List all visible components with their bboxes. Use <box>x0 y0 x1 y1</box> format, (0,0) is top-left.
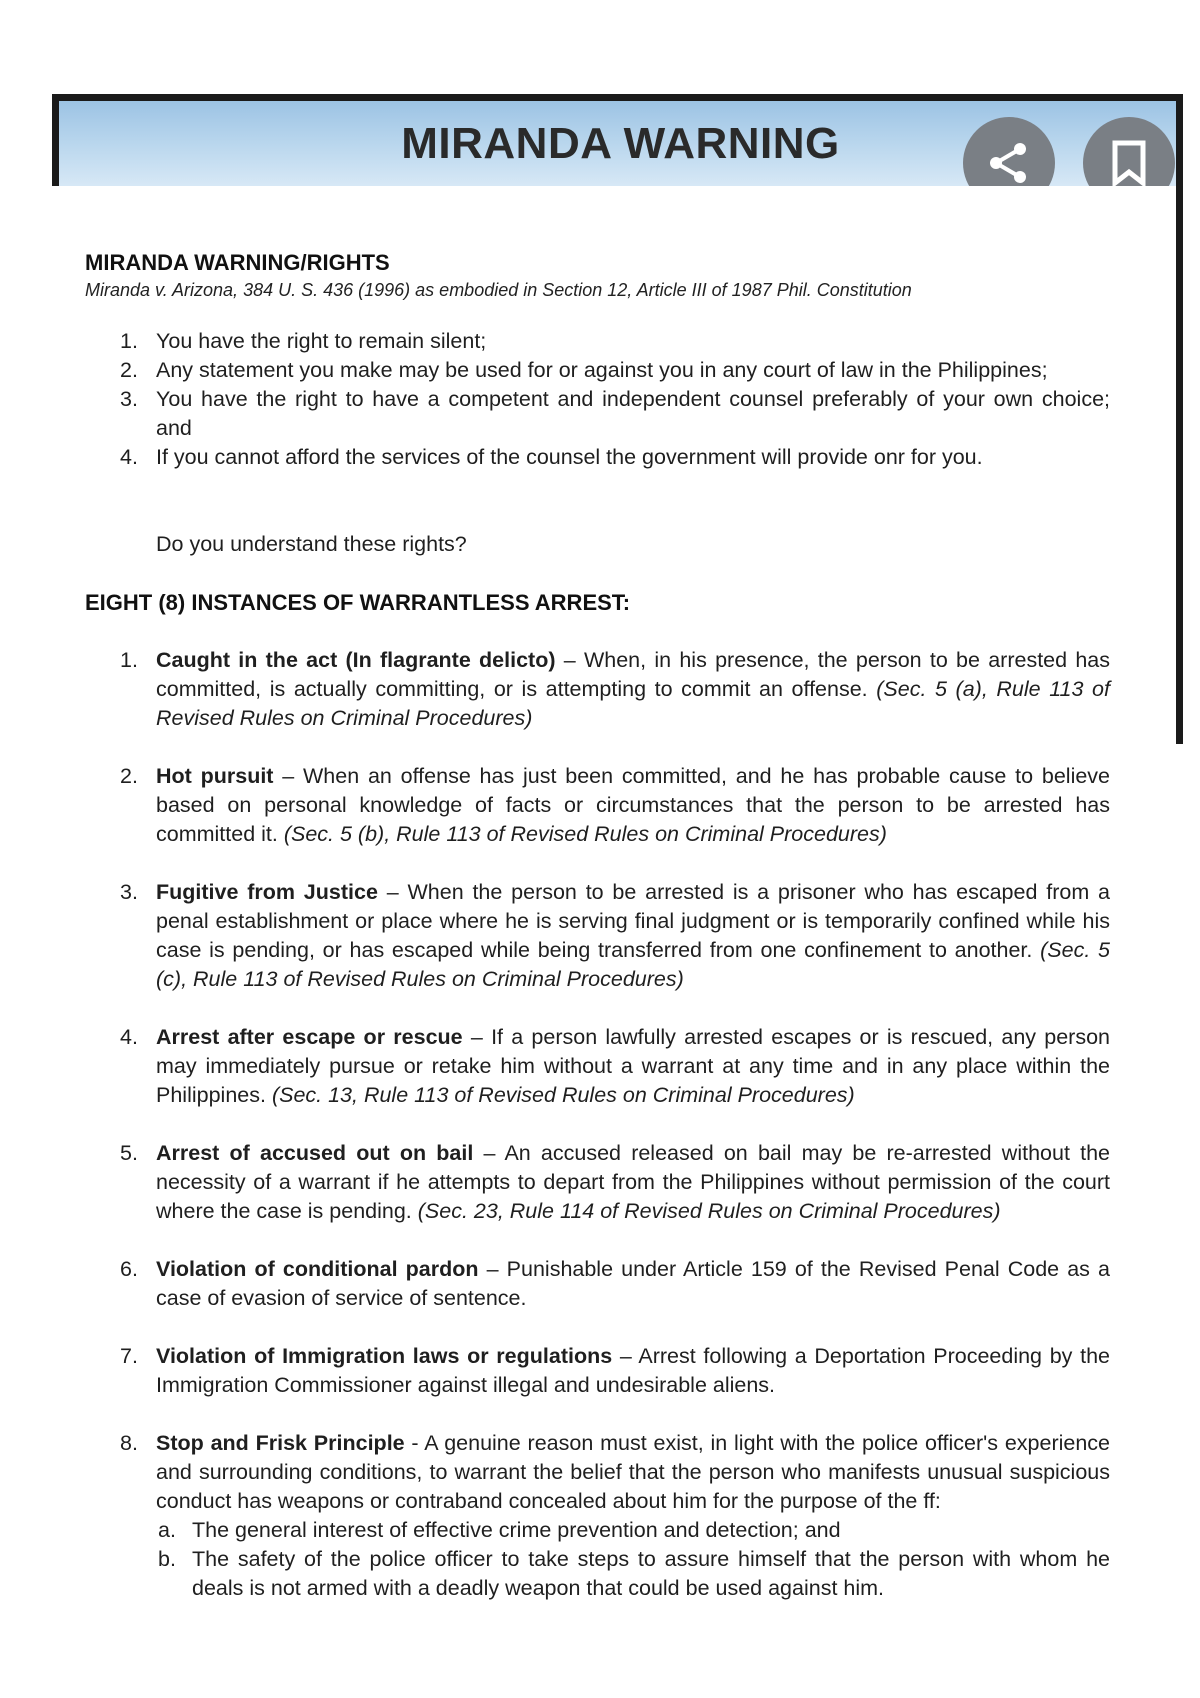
item-separator: – <box>273 764 303 788</box>
item-text: If you cannot afford the services of the counsel the government will provide onr for you. <box>156 445 983 469</box>
item-number: 4. <box>120 445 138 469</box>
list-item <box>110 1342 1110 1400</box>
item-text: You have the right to remain silent; <box>156 329 487 353</box>
item-text: The safety of the police officer to take steps to assure himself that the person with whom he deals is not armed with a deadly weapon that could be used against him. <box>192 1547 1110 1600</box>
item-number: 6. <box>120 1257 138 1281</box>
item-separator: – <box>473 1141 505 1165</box>
item-text: Arrest following a Deportation Proceeding by the Immigration Commissioner against illegal and undesirable aliens. <box>156 1344 1111 1397</box>
list-item <box>110 878 1110 994</box>
item-number: 1. <box>120 329 138 353</box>
item-separator: – <box>478 1257 507 1281</box>
item-number: a. <box>158 1518 176 1542</box>
list-item <box>110 1139 1110 1226</box>
list-item <box>110 1255 1110 1313</box>
item-term: Stop and Frisk Principle <box>156 1431 405 1455</box>
item-number: 7. <box>120 1344 138 1368</box>
bookmark-icon <box>1109 139 1149 186</box>
item-term: Caught in the act (In flagrante delicto) <box>156 648 556 672</box>
item-number: 3. <box>120 880 138 904</box>
item-term: Violation of Immigration laws or regulations <box>156 1344 613 1368</box>
item-reference: (Sec. 13, Rule 113 of Revised Rules on Criminal Procedures) <box>271 1083 855 1107</box>
item-separator: – <box>377 880 408 904</box>
item-number: 2. <box>120 764 138 788</box>
sub-list-item <box>156 1545 1110 1603</box>
item-text: When the person to be arrested is a prisoner who has escaped from a penal establishment or place where he is serving final judgment or is temporarily confined while his case is pending, or has escaped while being transferred from one confinement to another. <box>156 880 1110 962</box>
item-number: 1. <box>120 648 138 672</box>
list-item <box>110 1429 1110 1603</box>
item-number: b. <box>158 1547 176 1571</box>
list-item <box>110 443 1110 472</box>
item-text: You have the right to have a competent and independent counsel preferably of your own choice; and <box>156 387 1110 440</box>
list-item <box>110 1023 1110 1110</box>
item-term: Fugitive from Justice <box>156 880 378 904</box>
rights-citation: Miranda v. Arizona, 384 U. S. 436 (1996) as embodied in Section 12, Article III of 1987 Phil. Constitution <box>85 280 912 300</box>
item-text: Any statement you make may be used for or against you in any court of law in the Philippines; <box>156 358 1048 382</box>
page-title: MIRANDA WARNING <box>401 119 840 168</box>
item-text: The general interest of effective crime prevention and detection; and <box>192 1518 841 1542</box>
sub-list <box>156 1516 1110 1603</box>
sub-list-item <box>156 1516 1110 1545</box>
item-term: Arrest of accused out on bail <box>156 1141 474 1165</box>
list-item <box>110 385 1110 443</box>
item-separator: – <box>555 648 584 672</box>
item-number: 5. <box>120 1141 138 1165</box>
right-border <box>1176 94 1183 744</box>
item-separator: – <box>612 1344 639 1368</box>
rights-list <box>110 327 1110 472</box>
item-term: Arrest after escape or rescue <box>156 1025 463 1049</box>
item-text: When an offense has just been committed, and he has probable cause to believe based on personal knowledge of facts or circumstances that the person to be arrested has committed it. <box>156 764 1111 846</box>
share-icon <box>986 140 1032 186</box>
item-reference: (Sec. 5 (b), Rule 113 of Revised Rules on Criminal Procedures) <box>283 822 887 846</box>
page-header <box>52 94 1182 186</box>
list-item <box>110 356 1110 385</box>
item-separator: - <box>404 1431 425 1455</box>
item-number: 4. <box>120 1025 138 1049</box>
item-reference: (Sec. 23, Rule 114 of Revised Rules on Criminal Procedures) <box>417 1199 1001 1223</box>
item-text: An accused released on bail may be re-arrested without the necessity of a warrant if he attempts to depart from the Philippines without permission of the court where the case is pending. <box>156 1141 1110 1223</box>
instances-list <box>110 646 1110 1632</box>
list-item <box>110 646 1110 733</box>
item-term: Hot pursuit <box>156 764 274 788</box>
list-item <box>110 762 1110 849</box>
rights-heading: MIRANDA WARNING/RIGHTS <box>85 250 390 275</box>
list-item <box>110 327 1110 356</box>
item-reference: (Sec. 5 (c), Rule 113 of Revised Rules on Criminal Procedures) <box>156 938 1110 991</box>
item-number: 3. <box>120 387 138 411</box>
instances-heading: EIGHT (8) INSTANCES OF WARRANTLESS ARREST: <box>85 590 631 615</box>
item-text: When, in his presence, the person to be arrested has committed, is actually committing, or is attempting to commit an offense. <box>156 648 1111 701</box>
item-reference: (Sec. 5 (a), Rule 113 of Revised Rules on Criminal Procedures) <box>156 677 1110 730</box>
item-number: 8. <box>120 1431 138 1455</box>
item-text: If a person lawfully arrested escapes or is rescued, any person may immediately pursue or retake him without a warrant at any time and in any place within the Philippines. <box>156 1025 1111 1107</box>
item-text: Punishable under Article 159 of the Revised Penal Code as a case of evasion of service of sentence. <box>156 1257 1110 1310</box>
rights-question: Do you understand these rights? <box>156 532 467 556</box>
item-number: 2. <box>120 358 138 382</box>
item-text: A genuine reason must exist, in light with the police officer's experience and surrounding conditions, to warrant the belief that the person who manifests unusual suspicious conduct has weapons or contraband concealed about him for the purpose of the ff: <box>156 1431 1111 1513</box>
item-separator: – <box>462 1025 492 1049</box>
item-term: Violation of conditional pardon <box>156 1257 479 1281</box>
